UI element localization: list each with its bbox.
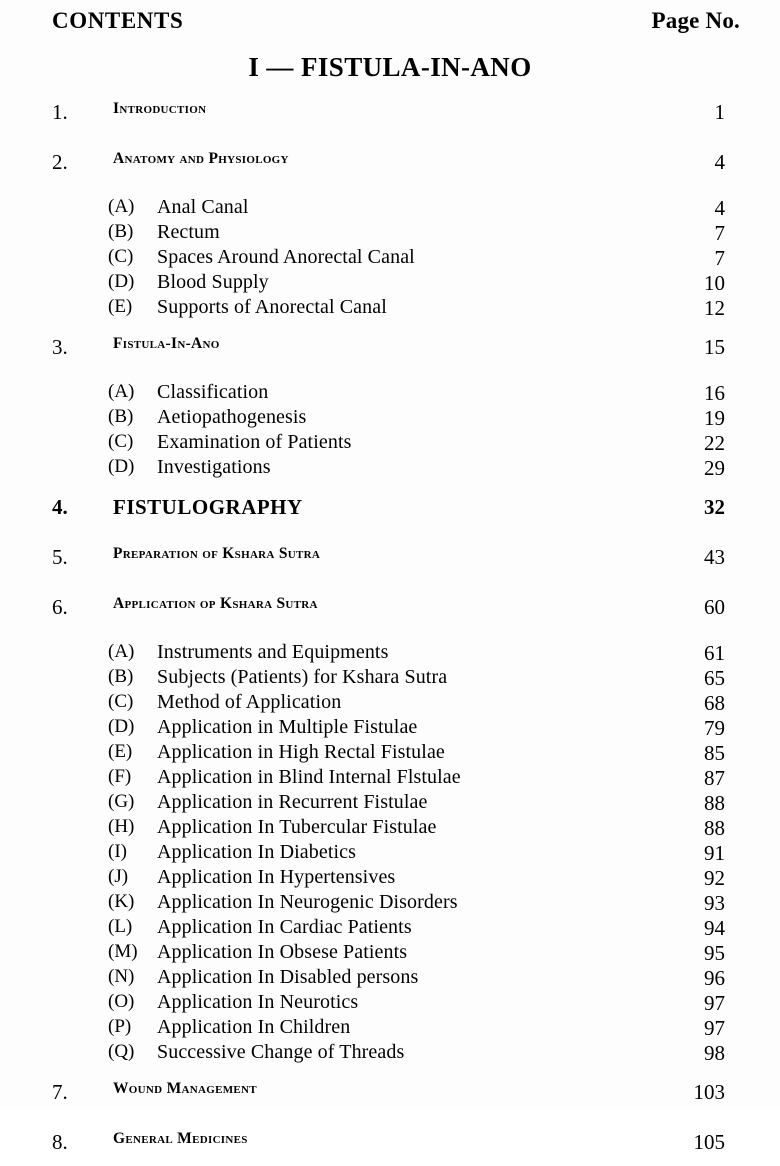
section-page-number: 32 [704,495,725,519]
toc-section-row[interactable] [0,495,780,531]
toc-section-row[interactable] [0,335,780,371]
subitem-page-number: 79 [704,716,725,740]
subitem-title: Rectum [157,221,220,243]
subitem-letter: (O) [108,991,135,1012]
subitem-title: Spaces Around Anorectal Canal [157,246,415,268]
subitem-page-number: 16 [704,381,725,405]
subitem-title: Aetiopathogenesis [157,406,307,428]
subitem-letter: (J) [108,866,129,887]
toc-subitem-row[interactable] [0,1016,780,1041]
toc-subitem-row[interactable] [0,941,780,966]
section-title: Introduction [113,100,207,117]
subitem-page-number: 68 [704,691,725,715]
subitem-letter: (Q) [108,1041,135,1062]
toc-section-row[interactable] [0,1080,780,1116]
toc-section-row[interactable] [0,545,780,581]
subitem-title: Application in Blind Internal Flstulae [157,766,461,788]
section-title: Fistula-In-Ano [113,335,220,352]
subitem-title: Instruments and Equipments [157,641,389,663]
subitem-title: Investigations [157,456,271,478]
subitem-letter: (I) [108,841,127,862]
section-number: 7. [52,1080,68,1104]
subitem-letter: (F) [108,766,132,787]
subitem-title: Application In Children [157,1016,351,1038]
toc-subitem-row[interactable] [0,866,780,891]
toc-subitem-row[interactable] [0,816,780,841]
subitem-page-number: 61 [704,641,725,665]
subitem-page-number: 19 [704,406,725,430]
subitem-letter: (B) [108,221,134,242]
page-title: CONTENTS [52,8,184,33]
toc-subitem-row[interactable] [0,271,780,296]
subitem-letter: (C) [108,246,134,267]
toc-subitem-row[interactable] [0,841,780,866]
section-page-number: 4 [714,150,725,174]
toc-subitem-row[interactable] [0,691,780,716]
subitem-page-number: 29 [704,456,725,480]
subitem-page-number: 97 [704,991,725,1015]
subitem-letter: (E) [108,296,133,317]
subitem-title: Application in Recurrent Fistulae [157,791,428,813]
section-page-number: 15 [704,335,725,359]
subitem-title: Application In Neurotics [157,991,359,1013]
subitem-page-number: 98 [704,1041,725,1065]
subitem-page-number: 65 [704,666,725,690]
subitem-letter: (B) [108,666,134,687]
section-page-number: 105 [693,1130,725,1154]
subitem-page-number: 93 [704,891,725,915]
subitem-letter: (A) [108,641,135,662]
subitem-letter: (A) [108,196,135,217]
subitem-page-number: 88 [704,816,725,840]
section-title: FISTULOGRAPHY [113,495,303,519]
section-page-number: 1 [714,100,725,124]
subitem-letter: (E) [108,741,133,762]
part-heading: I — FISTULA-IN-ANO [248,52,532,82]
page-number-column-header: Page No. [651,8,740,33]
subitem-letter: (B) [108,406,134,427]
section-number: 4. [52,495,68,519]
subitem-letter: (H) [108,816,135,837]
toc-subitem-row[interactable] [0,431,780,456]
subitem-page-number: 85 [704,741,725,765]
spacer [0,371,780,381]
subitem-page-number: 88 [704,791,725,815]
subitem-letter: (D) [108,456,135,477]
subitem-page-number: 96 [704,966,725,990]
spacer [0,321,780,335]
subitem-letter: (K) [108,891,135,912]
subitem-page-number: 10 [704,271,725,295]
subitem-title: Application in Multiple Fistulae [157,716,418,738]
subitem-page-number: 4 [714,196,725,220]
subitem-page-number: 92 [704,866,725,890]
toc-subitem-row[interactable] [0,991,780,1016]
section-number: 8. [52,1130,68,1154]
toc-subitem-row[interactable] [0,966,780,991]
subitem-title: Application in High Rectal Fistulae [157,741,445,763]
toc-subitem-row[interactable] [0,296,780,321]
spacer [0,1066,780,1080]
subitem-letter: (N) [108,966,135,987]
subitem-page-number: 7 [714,221,725,245]
toc-subitem-row[interactable] [0,916,780,941]
subitem-letter: (L) [108,916,133,937]
spacer [0,631,780,641]
toc-subitem-row[interactable] [0,666,780,691]
subitem-title: Method of Application [157,691,342,713]
page-header [52,8,740,34]
toc-section-row[interactable] [0,100,780,136]
toc-section-row[interactable] [0,1130,780,1166]
subitem-letter: (D) [108,716,135,737]
subitem-page-number: 12 [704,296,725,320]
section-number: 3. [52,335,68,359]
toc-section-row[interactable] [0,150,780,186]
section-title: Preparation of Kshara Sutra [113,545,321,562]
toc-subitem-row[interactable] [0,381,780,406]
toc-section-row[interactable] [0,595,780,631]
section-title: General Medicines [113,1130,248,1147]
subitem-letter: (G) [108,791,135,812]
toc-subitem-row[interactable] [0,246,780,271]
toc-subitem-row[interactable] [0,406,780,431]
subitem-letter: (D) [108,271,135,292]
spacer [0,481,780,495]
section-page-number: 103 [693,1080,725,1104]
section-number: 2. [52,150,68,174]
toc-subitem-row[interactable] [0,456,780,481]
subitem-title: Application In Hypertensives [157,866,396,888]
subitem-letter: (A) [108,381,135,402]
subitem-title: Examination of Patients [157,431,352,453]
toc-subitem-row[interactable] [0,641,780,666]
subitem-title: Anal Canal [157,196,249,218]
spacer [0,581,780,595]
subitem-letter: (M) [108,941,138,962]
section-title: Wound Management [113,1080,257,1097]
spacer [0,136,780,150]
toc-subitem-row[interactable] [0,716,780,741]
section-number: 1. [52,100,68,124]
section-title: Anatomy and Physiology [113,150,289,167]
subitem-title: Supports of Anorectal Canal [157,296,387,318]
section-number: 6. [52,595,68,619]
subitem-page-number: 97 [704,1016,725,1040]
toc-subitem-row[interactable] [0,221,780,246]
subitem-title: Application In Diabetics [157,841,357,863]
section-page-number: 60 [704,595,725,619]
subitem-letter: (C) [108,431,134,452]
subitem-title: Application In Cardiac Patients [157,916,412,938]
subitem-title: Successive Change of Threads [157,1041,405,1063]
section-number: 5. [52,545,68,569]
toc-subitem-row[interactable] [0,741,780,766]
subitem-page-number: 22 [704,431,725,455]
subitem-letter: (P) [108,1016,132,1037]
section-title: Application op Kshara Sutra [113,595,318,612]
subitem-title: Application In Disabled persons [157,966,419,988]
toc-subitem-row[interactable] [0,196,780,221]
section-page-number: 43 [704,545,725,569]
subitem-title: Subjects (Patients) for Kshara Sutra [157,666,448,688]
subitem-title: Classification [157,381,269,403]
toc-subitem-row[interactable] [0,791,780,816]
toc-subitem-row[interactable] [0,766,780,791]
subitem-title: Application In Neurogenic Disorders [157,891,458,913]
spacer [0,531,780,545]
subitem-page-number: 95 [704,941,725,965]
spacer [0,186,780,196]
subitem-page-number: 7 [714,246,725,270]
subitem-page-number: 87 [704,766,725,790]
subitem-letter: (C) [108,691,134,712]
spacer [0,1116,780,1130]
subitem-title: Application In Tubercular Fistulae [157,816,437,838]
subitem-page-number: 94 [704,916,725,940]
toc-subitem-row[interactable] [0,1041,780,1066]
toc-subitem-row[interactable] [0,891,780,916]
subitem-page-number: 91 [704,841,725,865]
table-of-contents [0,100,780,1166]
subitem-title: Application In Obsese Patients [157,941,408,963]
subitem-title: Blood Supply [157,271,269,293]
